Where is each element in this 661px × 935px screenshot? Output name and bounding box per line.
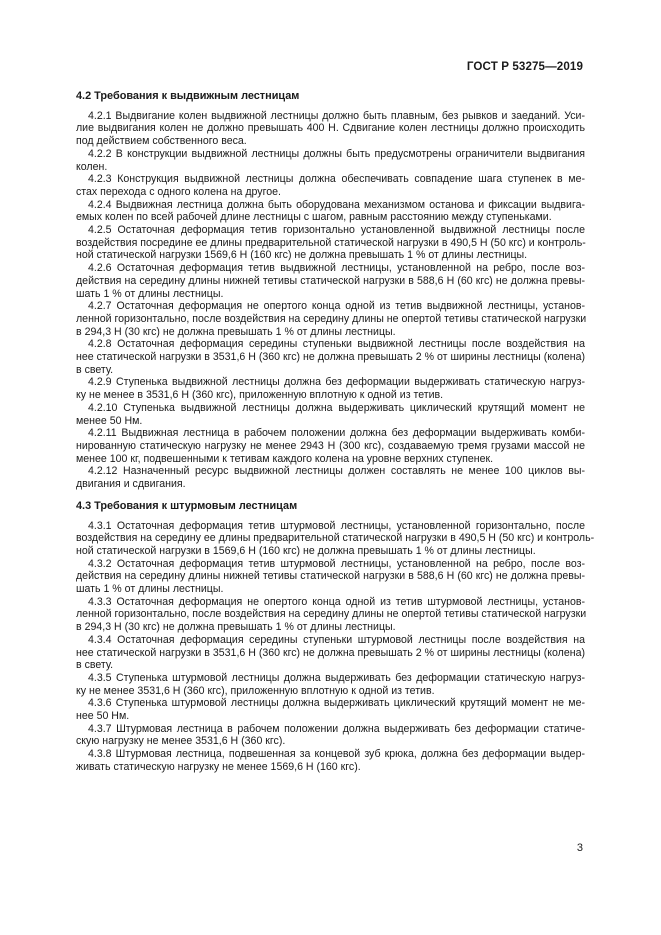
clause-paragraph [76,148,585,173]
text-line: менее 50 Нм. [76,414,143,427]
text-line: в свету. [76,363,114,376]
clause-paragraph [76,596,585,634]
text-line: емых колен по всей рабочей длине лестницы с шагом, равным расстоянию между ступеньками. [76,211,552,224]
text-line: 4.2.8 Остаточная деформация середины ступеньки выдвижной лестницы после воздействия на [88,338,585,351]
clause-paragraph [76,300,585,338]
text-line: действия на середину длины нижней тетивы статической нагрузки в 588,6 Н (60 кгс) не должна превы- [76,570,585,583]
text-line: нее статической нагрузки в 3531,6 Н (360 кгс) не должна превышать 2 % от ширины лестницы (колена) [76,351,585,364]
clause-paragraph [76,672,585,697]
text-line: ленной горизонтально, после воздействия на середину длины не опертой тетивы статической нагрузки [76,608,587,621]
clause-paragraph [76,262,585,300]
section-title: 4.3 Требования к штурмовым лестницам [76,499,298,512]
text-line: ной статической нагрузки 1569,6 Н (160 кгс) не должна превышать 1 % от длины лестницы. [76,249,528,262]
clause-paragraph [76,427,585,465]
text-line: в свету. [76,659,114,672]
text-line: 4.3.1 Остаточная деформация тетив штурмовой лестницы, установленной горизонтально, после [88,519,585,532]
text-line: 4.2.1 Выдвигание колен выдвижной лестницы должно быть плавным, без рывков и заеданий. Уси- [88,109,585,122]
text-line: 4.3.5 Ступенька штурмовой лестницы должна выдерживать без деформации статическую нагруз- [88,671,585,684]
document-code: ГОСТ Р 53275—2019 [466,60,583,73]
clause-paragraph [76,402,585,427]
text-line: шать 1 % от длины лестницы. [76,287,224,300]
clause-paragraph [76,224,585,262]
text-line: ной статической нагрузки в 1569,6 Н (160 кгс) не должна превышать 1 % от длины лестницы. [76,544,536,557]
section-title: 4.2 Требования к выдвижным лестницам [76,90,300,102]
text-line: стах перехода с одного колена на другое. [76,185,281,198]
text-line: 4.3.4 Остаточная деформация середины ступеньки штурмовой лестницы после воздействия на [88,633,585,646]
text-line: нее 50 Нм. [76,710,130,723]
text-line: двигания и сдвигания. [76,478,186,491]
text-line: 4.2.7 Остаточная деформация не опертого конца одной из тетив выдвижной лестницы, установ- [88,300,585,313]
clause-paragraph [76,376,585,401]
text-line: 4.3.3 Остаточная деформация не опертого конца одной из тетив штурмовой лестницы, установ- [88,595,585,608]
text-line: 4.3.8 Штурмовая лестница, подвешенная за концевой зуб крюка, должна без деформации выдер- [88,748,585,761]
text-line: нированную статическую нагрузку не менее 2943 Н (300 кгс), создаваемую тремя грузами массой не [76,439,585,452]
text-line: 4.2.5 Остаточная деформация тетив горизонтально установленной выдвижной лестницы после [88,224,585,237]
clause-paragraph [76,465,585,490]
text-line: 4.2.12 Назначенный ресурс выдвижной лестницы должен составлять не менее 100 циклов вы- [88,465,585,478]
text-line: в 294,3 Н (30 кгс) не должна превышать 1 % от длины лестницы. [76,621,396,634]
text-line: ку не менее в 3531,6 Н (360 кгс), приложенную вплотную к одной из тетив. [76,389,444,402]
text-line: в 294,3 Н (30 кгс) не должна превышать 1 % от длины лестницы. [76,325,396,338]
clause-paragraph [76,634,585,672]
text-line: 4.3.2 Остаточная деформация тетив штурмовой лестницы, установленной на ребро, после воз- [88,557,585,570]
clause-paragraph [76,173,585,198]
page-number: 3 [576,842,583,854]
text-line: ленной горизонтально, после воздействия на середину длины не опертой тетивы статической нагрузки [76,312,587,325]
text-line: скую нагрузку не менее 3531,6 Н (360 кгс). [76,735,286,748]
text-line: воздействия посредине ее длины предварительной статической нагрузки в 490,5 Н (50 кгс) и контроль- [76,236,586,249]
text-line: живать статическую нагрузку не менее 1569,6 Н (160 кгс). [76,760,361,773]
text-line: менее 100 кг, подвешенными к тетивам каждого колена на уровне верхних ступенек. [76,452,494,465]
text-line: 4.2.3 Конструкция выдвижной лестницы должна обеспечивать совпадение шага ступенек в ме- [88,173,585,186]
clause-paragraph [76,748,585,773]
clause-paragraph [76,519,595,558]
clause-paragraph [76,723,585,748]
clause-paragraph [76,697,585,722]
text-line: нее статической нагрузки в 3531,6 Н (360 кгс) не должна превышать 2 % от ширины лестницы (колена) [76,646,585,659]
text-line: 4.2.9 Ступенька выдвижной лестницы должна без деформации выдерживать статическую нагруз- [88,376,585,389]
text-line: под действием собственного веса. [76,135,247,148]
clause-paragraph [76,558,585,596]
clause-paragraph [76,199,585,224]
text-line: 4.2.6 Остаточная деформация тетив выдвижной лестницы, установленной на ребро, после воз- [88,262,585,275]
text-line: 4.2.11 Выдвижная лестница в рабочем положении должна без деформации выдерживать комби- [88,427,585,440]
clause-paragraph [76,110,585,148]
clause-paragraph [76,338,585,376]
text-line: 4.2.2 В конструкции выдвижной лестницы должны быть предусмотрены ограничители выдвигания [88,147,585,160]
text-line: действия на середину длины нижней тетивы статической нагрузки в 588,6 Н (60 кгс) не должна превы- [76,274,585,287]
text-line: 4.3.7 Штурмовая лестница в рабочем положении должна выдерживать без деформации статиче- [88,722,585,735]
text-line: 4.2.10 Ступенька выдвижной лестницы должна выдерживать циклический крутящий момент не [88,401,585,414]
text-line: колен. [76,160,108,173]
text-line: 4.2.4 Выдвижная лестница должна быть оборудована механизмом останова и фиксации выдвига- [88,198,585,211]
text-line: воздействия на середину ее длины предварительной статической нагрузки в 490,5 Н (50 кгс) и контроль- [76,532,595,545]
text-line: 4.3.6 Ступенька штурмовой лестницы должна выдерживать циклический крутящий момент не ме- [88,697,585,710]
document-body [76,90,595,774]
text-line: шать 1 % от длины лестницы. [76,583,224,596]
text-line: ку не менее 3531,6 Н (360 кгс), приложенную вплотную к одной из тетив. [76,684,435,697]
text-line: лие выдвигания колен не должно превышать 400 Н. Сдвигание колен лестницы должно происходить [76,122,585,135]
